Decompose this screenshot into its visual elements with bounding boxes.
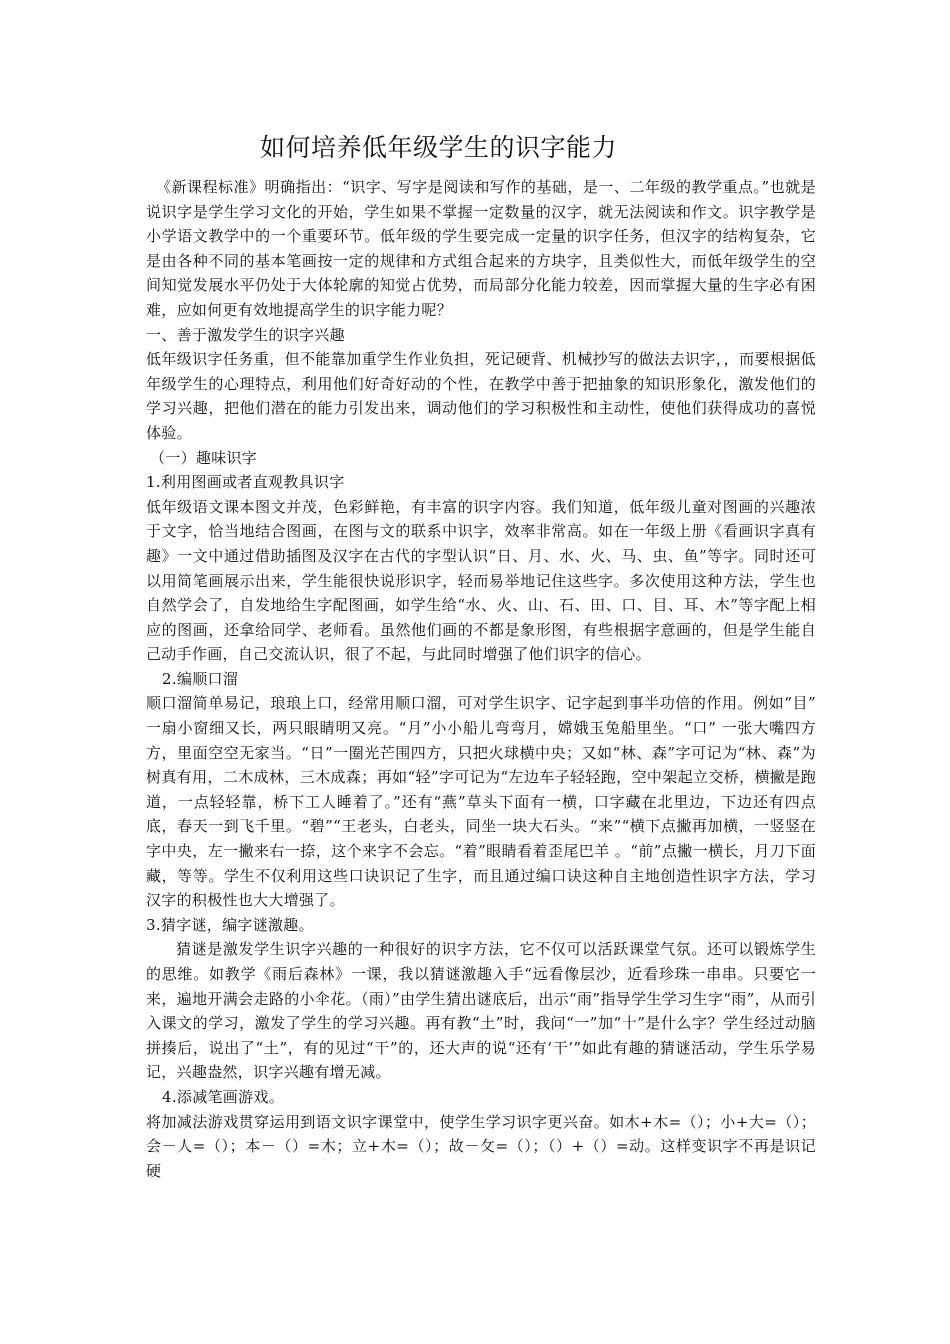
- section-1-paragraph: 低年级识字任务重，但不能靠加重学生作业负担，死记硬背、机械抄写的做法去识字，，而要根据低年级学生的心理特点，利用他们好奇好动的个性，在教学中善于把抽象的知识形象化，激发他们的学习兴趣，把他们潜在的能力引发出来，调动他们的学习积极性和主动性，使他们获得成功的喜悦体验。: [146, 350, 816, 442]
- item-4-paragraph: 将加减法游戏贯穿运用到语文识字课堂中，使学生学习识字更兴奋。如木+木=（）；小+大=（）；会－人=（）；本－（）=木；立+木=（）；故－攵=（）；（）+（）=动。这样变识字不再是识记硬: [146, 1112, 816, 1180]
- item-3-heading: 3.猜字谜，编字谜激趣。: [146, 915, 314, 934]
- item-1-heading: 1.利用图画或者直观教具识字: [146, 473, 345, 492]
- subsection-heading: （一）趣味识字: [150, 448, 258, 467]
- intro-paragraph: 《新课程标准》明确指出：“识字、写字是阅读和写作的基础，是一、二年级的教学重点。”也就是说识字是学生学习文化的开始，学生如果不掌握一定数量的汉字，就无法阅读和作文。识字教学是小学语文教学中的一个重要环节。低年级的学生要完成一定量的识字任务，但汉字的结构复杂，它是由各种不同的基本笔画按一定的规律和方式组合起来的方块字，且类似性大，而低年级学生的空间知觉发展水平仍处于大体轮廓的知觉占优势，而局部分化能力较差，因而掌握大量的生字必有困难，应如何更有效地提高学生的识字能力呢？: [146, 178, 816, 319]
- item-1-paragraph: 低年级语文课本图文并茂，色彩鲜艳，有丰富的识字内容。我们知道，低年级儿童对图画的兴趣浓于文字，恰当地结合图画，在图与文的联系中识字，效率非常高。如在一年级上册《看画识字真有趣》一文中通过借助插图及汉字在古代的字型认识“日、月、水、火、马、虫、鱼”等字。同时还可以用简笔画展示出来，学生能很快说形识字，轻而易举地记住这些字。多次使用这种方法，学生也自然学会了，自发地给生字配图画，如学生给“水、火、山、石、田、口、目、耳、木”等字配上相应的图画，还拿给同学、老师看。虽然他们画的不都是象形图，有些根据字意画的，但是学生能自己动手作画，自己交流认识，很了不起，与此同时增强了他们识字的信心。: [146, 497, 816, 664]
- document-title: 如何培养低年级学生的识字能力: [260, 133, 618, 162]
- section-1-heading: 一、善于激发学生的识字兴趣: [146, 325, 345, 344]
- item-2-paragraph: 顺口溜简单易记，琅琅上口，经常用顺口溜，可对学生识字、记字起到事半功倍的作用。例如“目” 一扇小窗细又长，两只眼睛明又亮。“月”小小船儿弯弯月，嫦娥玉兔船里坐。“口” 一张大嘴四方方，里面空空无家当。“日”一圈光芒围四方，只把火球横中央；又如“林、森”字可记为“林、森”为树真有用，二木成林，三木成森；再如“轻”字可记为“左边车子轻轻跑，空中架起立交桥，横撇是跑道，一点轻轻靠，桥下工人睡着了。”还有“燕”草头下面有一横，口字藏在北里边，下边还有四点底，春天一到飞千里。“碧”“王老头，白老头，同坐一块大石头。“来”“横下点撇再加横，一竖竖在字中央，左一撇来右一捺，这个来字不会忘。“着”眼睛看着歪尾巴羊 。“前”点撇一横长，月刀下面藏，等等。学生不仅利用这些口诀识记了生字，而且通过编口诀这种自主地创造性识字方法，学习汉字的积极性也大大增强了。: [146, 694, 816, 910]
- item-2-heading: 2.编顺口溜: [162, 669, 239, 688]
- item-3-paragraph: 猜谜是激发学生识字兴趣的一种很好的识字方法，它不仅可以活跃课堂气氛。还可以锻炼学生的思维。如教学《雨后森林》一课，我以猜谜激趣入手“远看像层沙，近看珍珠一串串。只要它一来，遍地开满会走路的小伞花。（雨）”由学生猜出谜底后，出示“雨”指导学生学习生字“雨”，从而引入课文的学习，激发了学生的学习兴趣。再有教“土”时，我问“一”加“十”是什么字？学生经过动脑拼揍后，说出了“土”，有的见过“干”的，还大声的说“还有‘干’”如此有趣的猜谜活动，学生乐学易记，兴趣盎然，识字兴趣有增无减。: [146, 940, 816, 1082]
- document-page: [146, 130, 816, 1183]
- item-4-heading: 4.添减笔画游戏。: [162, 1087, 285, 1106]
